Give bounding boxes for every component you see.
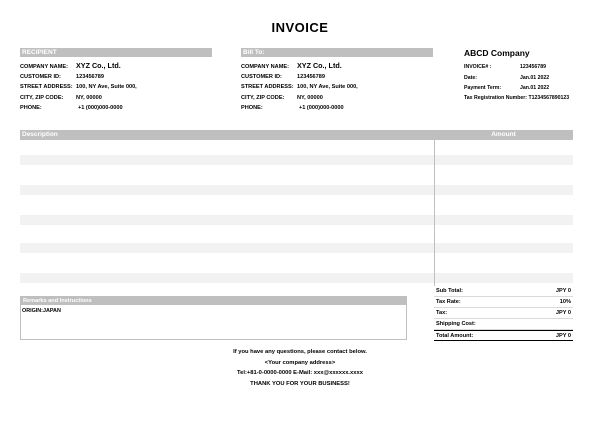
field-label: CUSTOMER ID: [241, 73, 282, 80]
remarks-header: Remarks and Instructions [21, 297, 406, 305]
bill-to-phone-row [241, 103, 433, 114]
recipient-header: RECIPIENT [20, 48, 212, 57]
payment-term-row [464, 83, 574, 93]
field-value: +1 (000)000-0000 [299, 105, 344, 111]
bill-to-street-row [241, 82, 433, 93]
total-label: Sub Total: [436, 288, 463, 294]
table-row[interactable] [20, 243, 573, 253]
field-label: CITY, ZIP CODE: [241, 94, 285, 101]
bill-to-city-row [241, 93, 433, 104]
field-value: 123456789 [297, 73, 325, 80]
invoice-number-row [464, 62, 574, 72]
field-value: 123456789 [76, 73, 104, 80]
field-label: Date: [464, 75, 477, 81]
table-row[interactable] [20, 200, 573, 210]
field-label: CITY, ZIP CODE: [20, 94, 64, 101]
field-label: COMPANY NAME: [20, 64, 68, 70]
field-value: NY, 00000 [297, 94, 323, 101]
total-amount-row [434, 330, 573, 341]
bill-to-customer-id-row [241, 72, 433, 83]
total-label: Total Amount: [436, 333, 474, 339]
field-value: 100, NY Ave, Suite 000, [76, 84, 137, 90]
footer-contact-note: If you have any questions, please contact below. [233, 349, 367, 355]
table-row[interactable] [20, 170, 573, 180]
total-value: JPY 0 [555, 288, 571, 294]
column-divider [434, 140, 435, 286]
field-label: PHONE: [20, 105, 42, 111]
field-value: NY, 00000 [76, 94, 102, 101]
field-label: INVOICE# : [464, 64, 492, 70]
footer-thanks: THANK YOU FOR YOUR BUSINESS! [250, 381, 350, 387]
recipient-section [20, 48, 212, 114]
table-row[interactable] [20, 140, 573, 150]
recipient-street-row [20, 82, 212, 93]
field-value: XYZ Co., Ltd. [297, 61, 342, 70]
items-table [20, 130, 573, 286]
total-label: Tax: [436, 310, 448, 316]
field-label: Payment Term: [464, 85, 502, 91]
field-label: STREET ADDRESS: [241, 84, 294, 90]
field-label: CUSTOMER ID: [20, 73, 61, 80]
total-value: JPY 0 [555, 310, 571, 316]
total-label: Tax Rate: [436, 299, 461, 305]
footer-tel-email: Tel:+81-0-0000-0000 E-Mail: xxx@xxxxxx.xxxx [237, 370, 363, 376]
recipient-company-row [20, 61, 212, 72]
tax-registration-row [464, 93, 574, 103]
date-row [464, 73, 574, 83]
subtotal-row [434, 286, 573, 297]
recipient-phone-row [20, 103, 212, 114]
amount-column-header: Amount [491, 131, 516, 138]
field-value: Jan.01 2022 [520, 85, 550, 91]
invoice-title: INVOICE [271, 20, 329, 35]
total-value: 10% [559, 299, 571, 305]
field-value: +1 (000)000-0000 [78, 105, 123, 111]
field-value: 123456789 [520, 64, 546, 70]
recipient-customer-id-row [20, 72, 212, 83]
tax-row [434, 308, 573, 319]
field-value: T1234567890123 [528, 95, 570, 101]
table-row[interactable] [20, 230, 573, 240]
table-row[interactable] [20, 155, 573, 165]
shipping-cost-row [434, 319, 573, 330]
table-row[interactable] [20, 258, 573, 268]
table-header [20, 130, 573, 140]
bill-to-section [241, 48, 433, 114]
field-label: COMPANY NAME: [241, 64, 289, 70]
table-row[interactable] [20, 185, 573, 195]
field-label: STREET ADDRESS: [20, 84, 73, 90]
remarks-text: ORIGIN:JAPAN [22, 308, 61, 314]
totals-section [434, 286, 573, 341]
bill-to-header: Bill To: [241, 48, 433, 57]
tax-rate-row [434, 297, 573, 308]
description-column-header: Description [22, 131, 58, 138]
recipient-city-row [20, 93, 212, 104]
field-value: Jan.01 2022 [520, 75, 550, 81]
table-row[interactable] [20, 273, 573, 283]
field-value: XYZ Co., Ltd. [76, 61, 121, 70]
total-label: Shipping Cost: [436, 321, 476, 327]
footer-address: <Your company address> [264, 360, 336, 366]
company-name: ABCD Company [464, 48, 530, 58]
field-value: 100, NY Ave, Suite 000, [297, 84, 358, 90]
field-label: PHONE: [241, 105, 263, 111]
table-row[interactable] [20, 215, 573, 225]
bill-to-company-row [241, 61, 433, 72]
total-value: JPY 0 [555, 333, 571, 339]
remarks-box[interactable] [20, 296, 407, 340]
field-label: Tax Registration Number: [464, 95, 528, 101]
